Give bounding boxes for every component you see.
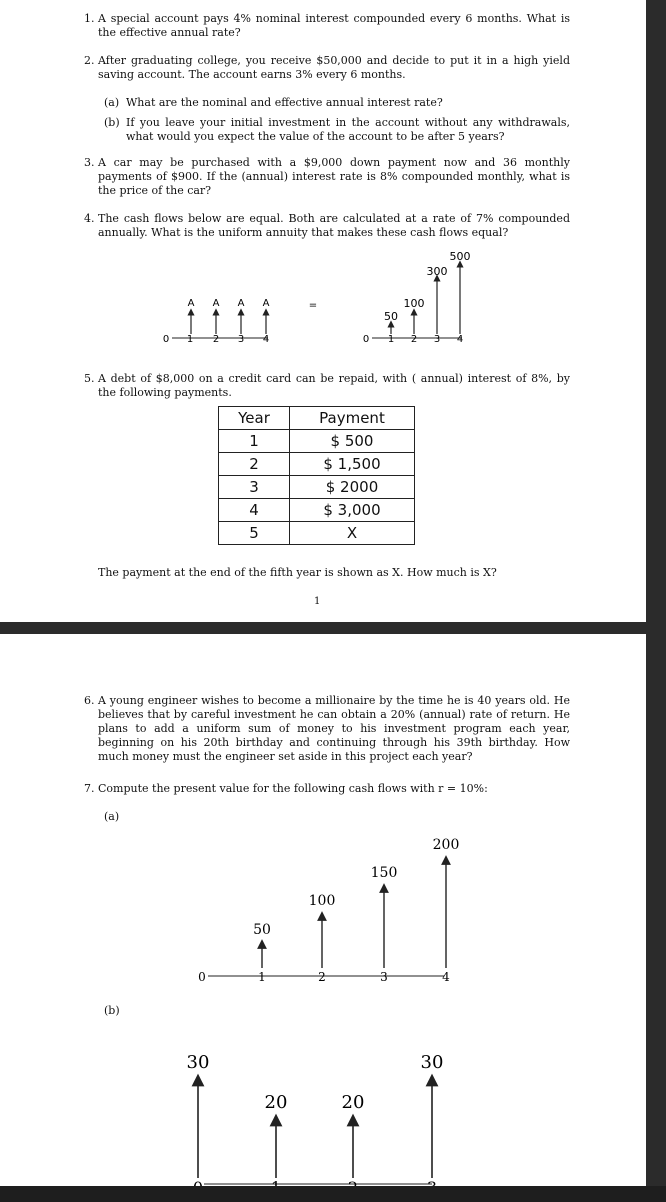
problem-text: After graduating college, you receive $50,000 and decide to put it in a high yield saving account. The account earns 3% every 6 months. [98,54,570,81]
tick-label: 0 [162,334,170,345]
problem-text: A young engineer wishes to become a millionaire by the time he is 40 years old. He believes that by careful investment he can obtain a 20% (annual) rate of return. He plans to add a uniform sum of money to his investment program each year, beginning on his 20th birthday and continuing through his 39th birthday. How much money must the engineer set aside in this project each year? [98,694,570,763]
tick-label: 0 [198,970,206,984]
problem-1 [84,12,570,40]
tick-label: 3 [380,970,388,984]
tick-label: 1 [258,970,266,984]
problem-4 [84,212,570,240]
table-row [219,453,415,476]
problem-number: 3. [84,156,95,169]
tick-label [427,1178,437,1186]
problem-number: 5. [84,372,95,385]
problem-text: Compute the present value for the following cash flows with r = 10%: [98,782,488,795]
table-header-row [219,407,415,430]
flow-label-100: 100 [308,893,336,909]
flow-label-300: 300 [426,265,448,278]
flow-label-200: 200 [432,837,460,853]
table-row [219,430,415,453]
problem-number: 7. [84,782,95,795]
problem-6 [84,694,570,764]
annuity-label: A [187,298,195,309]
part-b-label: (b) [104,1004,120,1017]
column-header-payment: Payment [290,407,415,430]
problem-text: A debt of $8,000 on a credit card can be repaid, with ( annual) interest of 8%, by the following payments. [98,372,570,399]
payment-cell: $ 500 [290,430,415,453]
table-row [219,522,415,545]
problem-number: 1. [84,12,95,25]
cash-flow-diagram-7b [0,1044,646,1186]
year-cell: 2 [219,453,290,476]
tick-label: 0 [362,334,370,345]
viewer-scrollbar-track[interactable] [646,0,666,1202]
payment-table [218,406,415,545]
flow-label-100: 100 [403,297,425,310]
flow-label-30: 30 [186,1052,210,1073]
year-cell: 4 [219,499,290,522]
page-number: 1 [314,596,321,607]
tick-label: 2 [410,334,418,345]
equals-sign: = [308,300,318,311]
problem-2 [84,54,570,82]
table-note: The payment at the end of the fifth year is shown as X. How much is X? [98,566,497,579]
part-label: (b) [104,116,120,129]
document-page-2 [0,634,646,1186]
problem-text: A special account pays 4% nominal interest compounded every 6 months. What is the effective annual rate? [98,12,570,39]
problem-2-part-b [104,116,570,144]
tick-label: 1 [186,334,194,345]
tick-label: 3 [237,334,245,345]
flow-label-500: 500 [449,250,471,263]
problem-text: A car may be purchased with a $9,000 down payment now and 36 monthly payments of $900. If the (annual) interest rate is 8% compounded monthly, what is the price of the car? [98,156,570,197]
tick-label: 2 [318,970,326,984]
tick-label: 4 [456,334,464,345]
annuity-arrows [191,312,266,334]
part-label: (a) [104,96,120,109]
cash-flow-arrows [391,264,460,334]
payment-cell: $ 1,500 [290,453,415,476]
column-header-year: Year [219,407,290,430]
tick-label: 2 [212,334,220,345]
flow-label-150: 150 [370,865,398,881]
annuity-label: A [212,298,220,309]
tick-label: 3 [433,334,441,345]
annuity-label: A [262,298,270,309]
year-cell: 3 [219,476,290,499]
tick-label: 4 [442,970,450,984]
cash-flow-arrows [198,1080,432,1178]
flow-label-50: 50 [253,922,271,938]
cash-flow-diagram-problem-4 [0,240,646,350]
tick-label [271,1178,281,1186]
payment-cell: $ 3,000 [290,499,415,522]
tick-label: 4 [262,334,270,345]
flow-label-30: 30 [420,1052,444,1073]
problem-number: 6. [84,694,95,707]
cash-flow-arrows [262,860,446,968]
flow-label-20: 20 [341,1092,365,1113]
part-text: If you leave your initial investment in the account without any withdrawals, what would you expect the value of the account to be after 5 years? [126,116,570,143]
tick-label [193,1178,203,1186]
viewer-bottom-bar [0,1186,666,1202]
cash-flow-diagram-7a [0,830,646,990]
problem-7 [84,782,570,796]
problem-number: 4. [84,212,95,225]
table-row [219,499,415,522]
problem-text: The cash flows below are equal. Both are calculated at a rate of 7% compounded annually. What is the uniform annuity that makes these cash flows equal? [98,212,570,239]
flow-label-50: 50 [384,310,398,323]
payment-cell: X [290,522,415,545]
problem-5 [84,372,570,400]
year-cell: 1 [219,430,290,453]
problem-number: 2. [84,54,95,67]
problem-3 [84,156,570,198]
table-row [219,476,415,499]
part-a-label: (a) [104,810,120,823]
payment-cell: $ 2000 [290,476,415,499]
year-cell: 5 [219,522,290,545]
annuity-label: A [237,298,245,309]
problem-2-part-a [104,96,570,110]
tick-label [348,1178,358,1186]
flow-label-20: 20 [264,1092,288,1113]
part-text: What are the nominal and effective annual interest rate? [126,96,443,109]
tick-label: 1 [387,334,395,345]
